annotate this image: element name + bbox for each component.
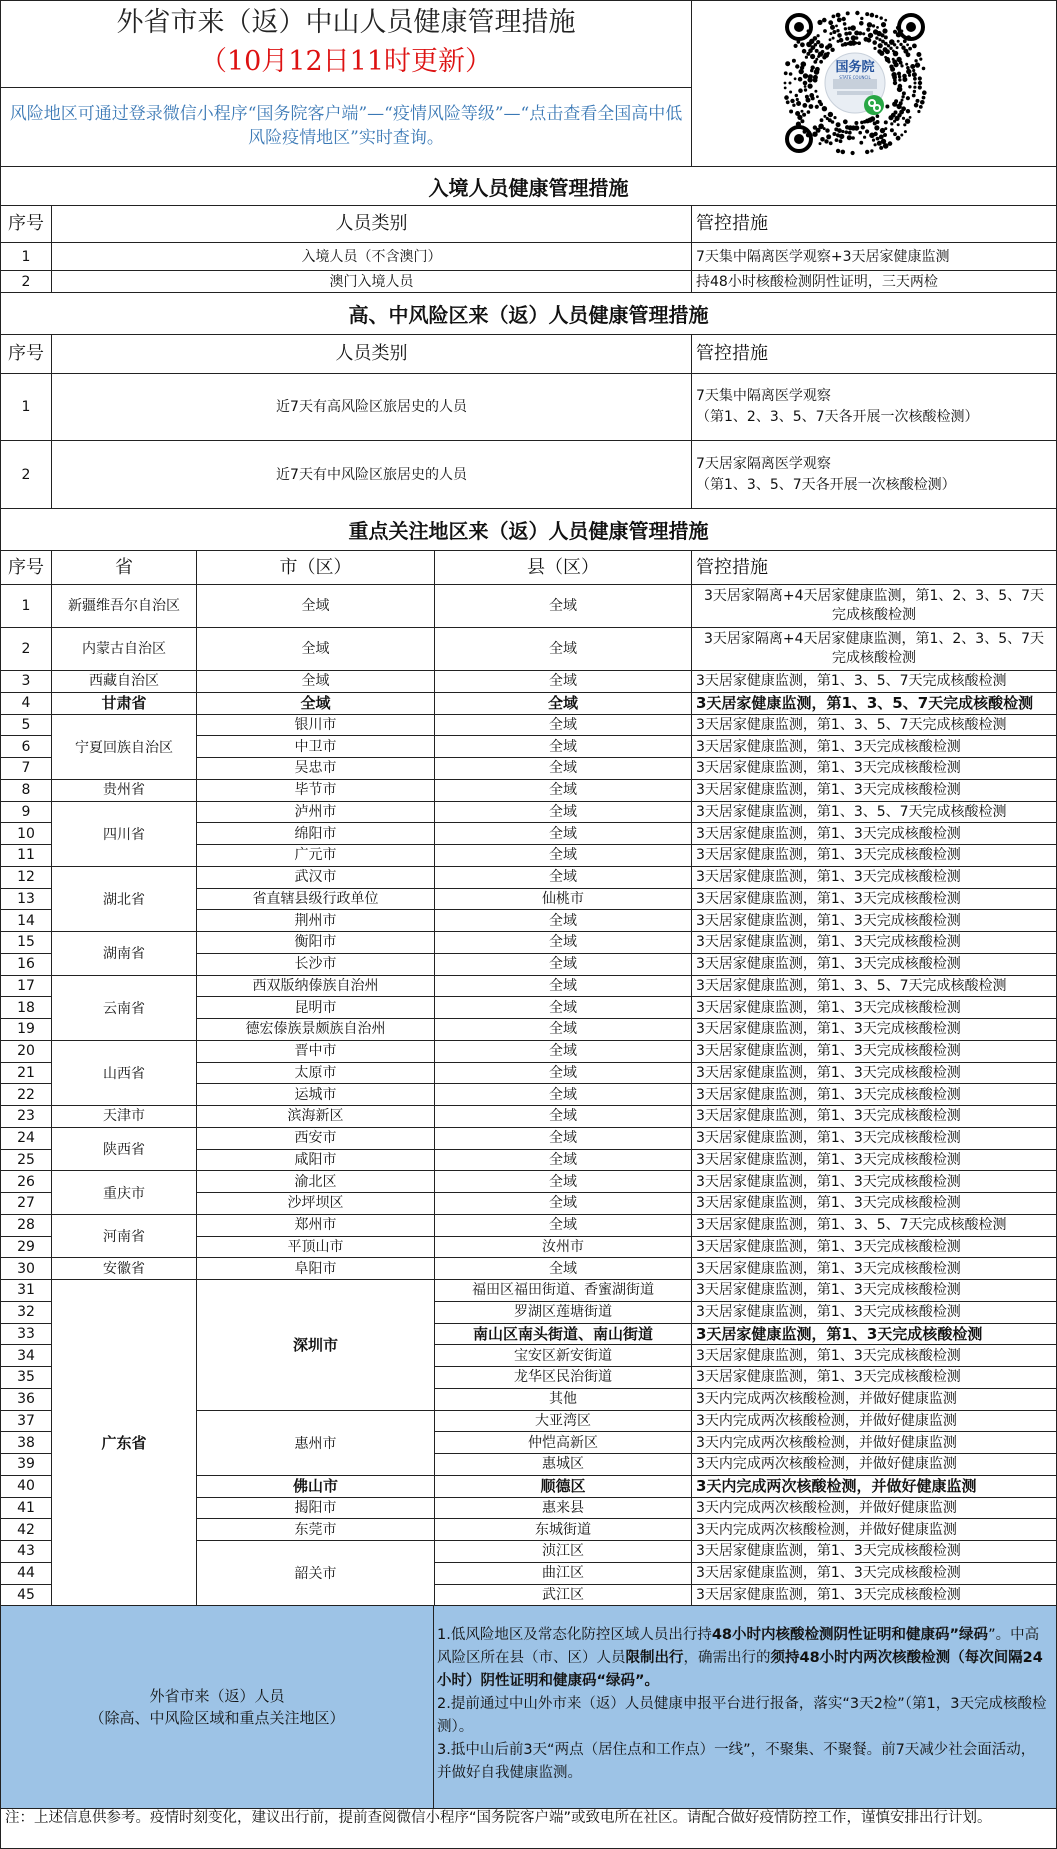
merged-city: 深圳市	[197, 1280, 435, 1411]
p1-text-f: 须持48小时内两次核酸检测（每次间隔24小时）阴性证明和健康码“绿码”。	[437, 1650, 1043, 1689]
row-measure: 3天内完成两次核酸检测，并做好健康监测	[696, 1477, 977, 1496]
qr-logo-subtext: STATE COUNCIL	[839, 75, 871, 80]
row-city: 泸州市	[197, 802, 435, 823]
row-county: 全域	[435, 802, 692, 823]
section-entry-header	[1, 206, 1056, 243]
row-city: 佛山市	[197, 1476, 435, 1497]
row-type: 澳门入境人员	[52, 271, 692, 292]
merged-province: 广东省	[52, 1280, 197, 1606]
merged-province: 山西省	[52, 1041, 197, 1106]
row-city: 滨海新区	[197, 1106, 435, 1127]
row-county: 全域	[435, 1215, 692, 1236]
row-measure: 3天居家健康监测，第1、3、5、7天完成核酸检测	[696, 1217, 1007, 1234]
row-measure: 3天居家健康监测，第1、3天完成核酸检测	[696, 1151, 961, 1168]
p1-text-b: 48小时内核酸检测阴性证明和健康码”绿码	[711, 1627, 989, 1643]
row-measure: 3天居家健康监测，第1、3天完成核酸检测	[696, 1043, 961, 1060]
merged-province: 陕西省	[52, 1128, 197, 1172]
update-time: （10月12日11时更新）	[199, 46, 493, 77]
row-number: 24	[1, 1128, 52, 1149]
row-measure: 3天居家健康监测，第1、3天完成核酸检测	[696, 1238, 961, 1255]
row-number: 34	[1, 1345, 52, 1366]
row-county: 全域	[435, 910, 692, 931]
row-county: 全域	[435, 1150, 692, 1171]
row-city: 广元市	[197, 845, 435, 866]
row-number: 36	[1, 1389, 52, 1410]
row-county: 全域	[435, 823, 692, 844]
row-county: 全域	[435, 1084, 692, 1105]
row-number: 19	[1, 1019, 52, 1040]
mini-program-qr-code[interactable]	[781, 9, 929, 157]
merged-city: 韶关市	[197, 1541, 435, 1606]
row-number: 15	[1, 932, 52, 953]
other-regions-title: 外省市来（返）人员	[149, 1687, 285, 1705]
row-measure: 3天居家健康监测，第1、3天完成核酸检测	[696, 1304, 961, 1321]
row-city: 西双版纳傣族自治州	[197, 976, 435, 997]
row-county: 全域	[435, 693, 692, 714]
row-city: 太原市	[197, 1063, 435, 1084]
section-title: 高、中风险区来（返）人员健康管理措施	[348, 303, 709, 327]
row-city: 西安市	[197, 1128, 435, 1149]
section-focus-header	[1, 551, 1056, 585]
row-number: 1	[1, 243, 52, 270]
row-county: 顺德区	[435, 1476, 692, 1497]
row-county: 全域	[435, 845, 692, 866]
row-county: 全域	[435, 1019, 692, 1040]
row-county: 罗湖区莲塘街道	[435, 1302, 692, 1323]
table-row	[1, 271, 1056, 293]
merged-province: 重庆市	[52, 1171, 197, 1215]
row-number: 10	[1, 823, 52, 844]
row-city: 咸阳市	[197, 1150, 435, 1171]
row-measure: 3天居家健康监测，第1、3天完成核酸检测	[696, 1543, 961, 1560]
row-number: 31	[1, 1280, 52, 1301]
row-measure: 3天居家健康监测，第1、3天完成核酸检测	[696, 760, 961, 777]
row-number: 39	[1, 1454, 52, 1475]
row-county: 全域	[435, 780, 692, 801]
other-regions-panel	[1, 1606, 1056, 1809]
row-county: 惠城区	[435, 1454, 692, 1475]
row-county: 曲江区	[435, 1563, 692, 1584]
row-number: 43	[1, 1541, 52, 1562]
row-city: 沙坪坝区	[197, 1193, 435, 1214]
row-measure: 3天居家健康监测，第1、3天完成核酸检测	[696, 1565, 961, 1582]
row-measure: 3天居家健康监测，第1、3天完成核酸检测	[696, 1369, 961, 1386]
row-number: 16	[1, 954, 52, 975]
col-header-measure: 管控措施	[696, 213, 768, 234]
row-county: 浈江区	[435, 1541, 692, 1562]
row-county: 全域	[435, 1063, 692, 1084]
p1-text-d: 限制出行	[625, 1650, 684, 1666]
table-row	[1, 243, 1056, 271]
row-city: 运城市	[197, 1084, 435, 1105]
col-header-1: 省	[52, 551, 197, 584]
row-city: 中卫市	[197, 736, 435, 757]
row-city: 全域	[197, 628, 435, 670]
row-province: 甘肃省	[52, 693, 197, 714]
row-measure: 3天居家健康监测，第1、3、5、7天完成核酸检测	[696, 673, 1007, 690]
row-county: 全域	[435, 932, 692, 953]
merged-province: 四川省	[52, 802, 197, 867]
measure-line-1: 7天居家隔离医学观察	[696, 455, 831, 472]
measure-line-2: （第1、2、3、5、7天各开展一次核酸检测）	[696, 409, 979, 425]
row-county: 全域	[435, 976, 692, 997]
row-city: 全域	[197, 693, 435, 714]
col-header-no: 序号	[1, 335, 52, 373]
row-county: 龙华区民治街道	[435, 1367, 692, 1388]
row-number: 17	[1, 976, 52, 997]
section-title: 入境人员健康管理措施	[428, 175, 629, 200]
row-measure: 3天居家健康监测，第1、3天完成核酸检测	[696, 1195, 961, 1212]
row-city: 平顶山市	[197, 1237, 435, 1258]
row-measure: 3天居家健康监测，第1、3天完成核酸检测	[696, 738, 961, 755]
row-county: 全域	[435, 954, 692, 975]
row-county: 全域	[435, 758, 692, 779]
measure-paragraph-2: 2.提前通过中山外市来（返）人员健康申报平台进行报备，落实“3天2检”（第1，3天完成核酸检测）。	[437, 1696, 1047, 1735]
table-row	[1, 585, 1056, 628]
table-row	[1, 1106, 1056, 1128]
title-box	[1, 1, 692, 88]
row-measure: 3天居家健康监测，第1、3、5、7天完成核酸检测	[696, 716, 1007, 733]
col-header-type: 人员类别	[52, 206, 692, 242]
row-city: 衡阳市	[197, 932, 435, 953]
row-province: 内蒙古自治区	[52, 628, 197, 670]
merged-province: 湖北省	[52, 867, 197, 932]
row-measure: 3天居家健康监测，第1、3天完成核酸检测	[696, 825, 961, 842]
p1-text-c: ”。中高风险区所在县（市、区）人员	[437, 1627, 1040, 1666]
row-province: 西藏自治区	[52, 671, 197, 692]
table-row	[1, 780, 1056, 802]
measure-line-1: 7天集中隔离医学观察	[696, 388, 831, 404]
row-city: 揭阳市	[197, 1498, 435, 1519]
row-city: 长沙市	[197, 954, 435, 975]
row-measure: 3天居家健康监测，第1、3天完成核酸检测	[696, 934, 961, 951]
p1-text-e: ，确需出行的	[683, 1650, 771, 1666]
row-measure: 3天居家健康监测，第1、3天完成核酸检测	[696, 1086, 961, 1103]
row-number: 18	[1, 997, 52, 1018]
col-header-3: 县（区）	[435, 551, 692, 584]
row-number: 11	[1, 845, 52, 866]
measure-paragraph-1	[437, 1624, 1049, 1693]
row-number: 14	[1, 910, 52, 931]
row-province: 安徽省	[52, 1258, 197, 1279]
row-city: 德宏傣族景颇族自治州	[197, 1019, 435, 1040]
row-measure: 3天内完成两次核酸检测，并做好健康监测	[696, 1499, 957, 1516]
row-measure: 3天居家健康监测，第1、3天完成核酸检测	[696, 1064, 961, 1081]
row-type: 入境人员（不含澳门）	[52, 243, 692, 270]
row-number: 2	[1, 441, 52, 508]
row-measure: 3天居家健康监测，第1、3、5、7天完成核酸检测	[696, 694, 1034, 713]
row-county: 全域	[435, 736, 692, 757]
row-measure: 3天居家健康监测，第1、3天完成核酸检测	[696, 956, 961, 973]
row-county: 大亚湾区	[435, 1411, 692, 1432]
row-number: 20	[1, 1041, 52, 1062]
row-measure: 3天内完成两次核酸检测，并做好健康监测	[696, 1434, 957, 1451]
footer-note: 注：上述信息供参考。疫情时刻变化，建议出行前，提前查阅微信小程序“国务院客户端”或致电所在社区。请配合做好疫情防控工作，谨慎安排出行计划。	[5, 1810, 992, 1826]
row-county: 汝州市	[435, 1237, 692, 1258]
row-number: 38	[1, 1432, 52, 1453]
row-county: 全域	[435, 671, 692, 692]
row-type: 近7天有中风险区旅居史的人员	[52, 441, 692, 508]
note-box	[1, 88, 692, 166]
row-county: 全域	[435, 1171, 692, 1192]
row-number: 3	[1, 671, 52, 692]
merged-province: 河南省	[52, 1215, 197, 1259]
row-measure	[692, 441, 1056, 508]
section-entry-title	[1, 167, 1056, 206]
row-city: 银川市	[197, 715, 435, 736]
header	[1, 1, 1056, 167]
row-city: 昆明市	[197, 997, 435, 1018]
row-number: 35	[1, 1367, 52, 1388]
row-number: 27	[1, 1193, 52, 1214]
row-number: 37	[1, 1411, 52, 1432]
row-city: 武汉市	[197, 867, 435, 888]
row-number: 33	[1, 1324, 52, 1345]
merged-province: 宁夏回族自治区	[52, 715, 197, 780]
row-measure: 持48小时核酸检测阴性证明，三天两检	[696, 273, 938, 290]
row-measure: 3天居家健康监测，第1、3天完成核酸检测	[696, 890, 961, 907]
table-row	[1, 374, 1056, 441]
row-number: 42	[1, 1519, 52, 1540]
row-city: 毕节市	[197, 780, 435, 801]
row-measure: 3天居家健康监测，第1、3天完成核酸检测	[696, 1260, 961, 1277]
row-number: 2	[1, 628, 52, 670]
row-number: 21	[1, 1063, 52, 1084]
measure-line-2: （第1、3、5、7天各开展一次核酸检测）	[696, 476, 956, 493]
row-county: 仙桃市	[435, 889, 692, 910]
row-city: 晋中市	[197, 1041, 435, 1062]
col-header-0: 序号	[1, 551, 52, 584]
row-number: 13	[1, 889, 52, 910]
other-regions-scope: （除高、中风险区域和重点关注地区）	[89, 1709, 345, 1727]
row-number: 8	[1, 780, 52, 801]
row-number: 28	[1, 1215, 52, 1236]
row-city: 吴忠市	[197, 758, 435, 779]
row-county: 仲恺高新区	[435, 1432, 692, 1453]
row-measure: 3天居家健康监测，第1、3天完成核酸检测	[696, 1130, 961, 1147]
row-measure: 3天居家健康监测，第1、3天完成核酸检测	[696, 1324, 983, 1343]
other-regions-label	[1, 1606, 434, 1808]
row-measure: 3天居家隔离+4天居家健康监测，第1、2、3、5、7天完成核酸检测	[703, 631, 1045, 666]
row-measure: 3天内完成两次核酸检测，并做好健康监测	[696, 1412, 957, 1429]
row-measure: 3天居家健康监测，第1、3天完成核酸检测	[696, 912, 961, 929]
row-number: 26	[1, 1171, 52, 1192]
row-county: 东城街道	[435, 1519, 692, 1540]
table-row	[1, 1258, 1056, 1280]
row-county: 其他	[435, 1389, 692, 1410]
row-measure: 3天居家健康监测，第1、3天完成核酸检测	[696, 1173, 961, 1190]
row-measure: 3天居家健康监测，第1、3天完成核酸检测	[696, 847, 961, 864]
section-focus-title	[1, 509, 1056, 551]
row-number: 29	[1, 1237, 52, 1258]
row-county: 全域	[435, 1258, 692, 1279]
row-measure: 3天居家健康监测，第1、3天完成核酸检测	[696, 1282, 961, 1299]
row-number: 1	[1, 374, 52, 440]
row-number: 4	[1, 693, 52, 714]
table-row	[1, 693, 1056, 715]
row-province: 贵州省	[52, 780, 197, 801]
row-county: 全域	[435, 585, 692, 627]
page-title: 外省市来（返）中山人员健康管理措施	[116, 7, 576, 38]
row-measure	[692, 374, 1056, 440]
other-regions-measures	[437, 1624, 1049, 1785]
row-measure: 3天居家隔离+4天居家健康监测，第1、2、3、5、7天完成核酸检测	[703, 588, 1045, 623]
row-county: 全域	[435, 628, 692, 670]
row-number: 45	[1, 1585, 52, 1606]
row-city: 省直辖县级行政单位	[197, 889, 435, 910]
row-number: 25	[1, 1150, 52, 1171]
section-title: 重点关注地区来（返）人员健康管理措施	[348, 519, 709, 543]
table-row	[1, 441, 1056, 509]
row-measure: 3天居家健康监测，第1、3天完成核酸检测	[696, 1021, 961, 1038]
row-number: 30	[1, 1258, 52, 1279]
col-header-4: 管控措施	[696, 556, 768, 578]
merged-province: 云南省	[52, 976, 197, 1041]
row-county: 全域	[435, 867, 692, 888]
row-province: 天津市	[52, 1106, 197, 1127]
col-header-type: 人员类别	[52, 335, 692, 373]
row-measure: 3天居家健康监测，第1、3天完成核酸检测	[696, 999, 961, 1016]
row-measure: 3天居家健康监测，第1、3天完成核酸检测	[696, 869, 961, 886]
row-county: 全域	[435, 1193, 692, 1214]
row-county: 全域	[435, 1128, 692, 1149]
row-city: 绵阳市	[197, 823, 435, 844]
row-measure: 7天集中隔离医学观察+3天居家健康监测	[696, 248, 950, 265]
row-county: 武江区	[435, 1585, 692, 1606]
row-number: 6	[1, 736, 52, 757]
row-county: 全域	[435, 997, 692, 1018]
row-city: 渝北区	[197, 1171, 435, 1192]
qr-logo-text: 国务院	[835, 60, 875, 75]
row-measure: 3天内完成两次核酸检测，并做好健康监测	[696, 1456, 957, 1473]
row-number: 22	[1, 1084, 52, 1105]
row-number: 12	[1, 867, 52, 888]
row-county: 福田区福田街道、香蜜湖街道	[435, 1280, 692, 1301]
row-number: 23	[1, 1106, 52, 1127]
col-header-2: 市（区）	[197, 551, 435, 584]
row-number: 2	[1, 271, 52, 292]
row-city: 东莞市	[197, 1519, 435, 1540]
row-county: 全域	[435, 715, 692, 736]
section-risk-header	[1, 335, 1056, 374]
row-county: 宝安区新安街道	[435, 1345, 692, 1366]
row-number: 41	[1, 1498, 52, 1519]
table-row	[1, 628, 1056, 671]
table-row	[1, 671, 1056, 693]
row-city: 郑州市	[197, 1215, 435, 1236]
row-measure: 3天居家健康监测，第1、3天完成核酸检测	[696, 1108, 961, 1125]
row-county: 南山区南头街道、南山街道	[435, 1324, 692, 1345]
row-county: 全域	[435, 1106, 692, 1127]
p1-text-a: 1.低风险地区及常态化防控区域人员出行持	[437, 1627, 712, 1643]
row-number: 7	[1, 758, 52, 779]
row-measure: 3天内完成两次核酸检测，并做好健康监测	[696, 1521, 957, 1538]
measure-paragraph-3: 3.抵中山后前3天“两点（居住点和工作点）一线”，不聚集、不聚餐。前7天减少社会面活动，并做好自我健康监测。	[437, 1742, 1036, 1781]
row-measure: 3天居家健康监测，第1、3、5、7天完成核酸检测	[696, 977, 1007, 994]
row-measure: 3天内完成两次核酸检测，并做好健康监测	[696, 1391, 957, 1408]
col-header-no: 序号	[1, 206, 52, 242]
row-measure: 3天居家健康监测，第1、3天完成核酸检测	[696, 782, 961, 799]
row-city: 全域	[197, 585, 435, 627]
row-county: 全域	[435, 1041, 692, 1062]
merged-province: 湖南省	[52, 932, 197, 976]
row-province: 新疆维吾尔自治区	[52, 585, 197, 627]
row-number: 40	[1, 1476, 52, 1497]
row-city: 阜阳市	[197, 1258, 435, 1279]
row-type: 近7天有高风险区旅居史的人员	[52, 374, 692, 440]
row-county: 惠来县	[435, 1498, 692, 1519]
row-number: 5	[1, 715, 52, 736]
row-measure: 3天居家健康监测，第1、3、5、7天完成核酸检测	[696, 803, 1007, 820]
section-risk-title	[1, 293, 1056, 335]
col-header-measure: 管控措施	[696, 343, 768, 364]
row-city: 全域	[197, 671, 435, 692]
row-number: 32	[1, 1302, 52, 1323]
row-number: 1	[1, 585, 52, 627]
row-number: 9	[1, 802, 52, 823]
row-measure: 3天居家健康监测，第1、3天完成核酸检测	[696, 1586, 961, 1603]
row-city: 荆州市	[197, 910, 435, 931]
merged-city: 惠州市	[197, 1411, 435, 1476]
row-number: 44	[1, 1563, 52, 1584]
risk-query-note: 风险地区可通过登录微信小程序“国务院客户端”—“疫情风险等级”—“点击查看全国高中低风险疫情地区”实时查询。	[9, 104, 683, 148]
row-measure: 3天居家健康监测，第1、3天完成核酸检测	[696, 1347, 961, 1364]
